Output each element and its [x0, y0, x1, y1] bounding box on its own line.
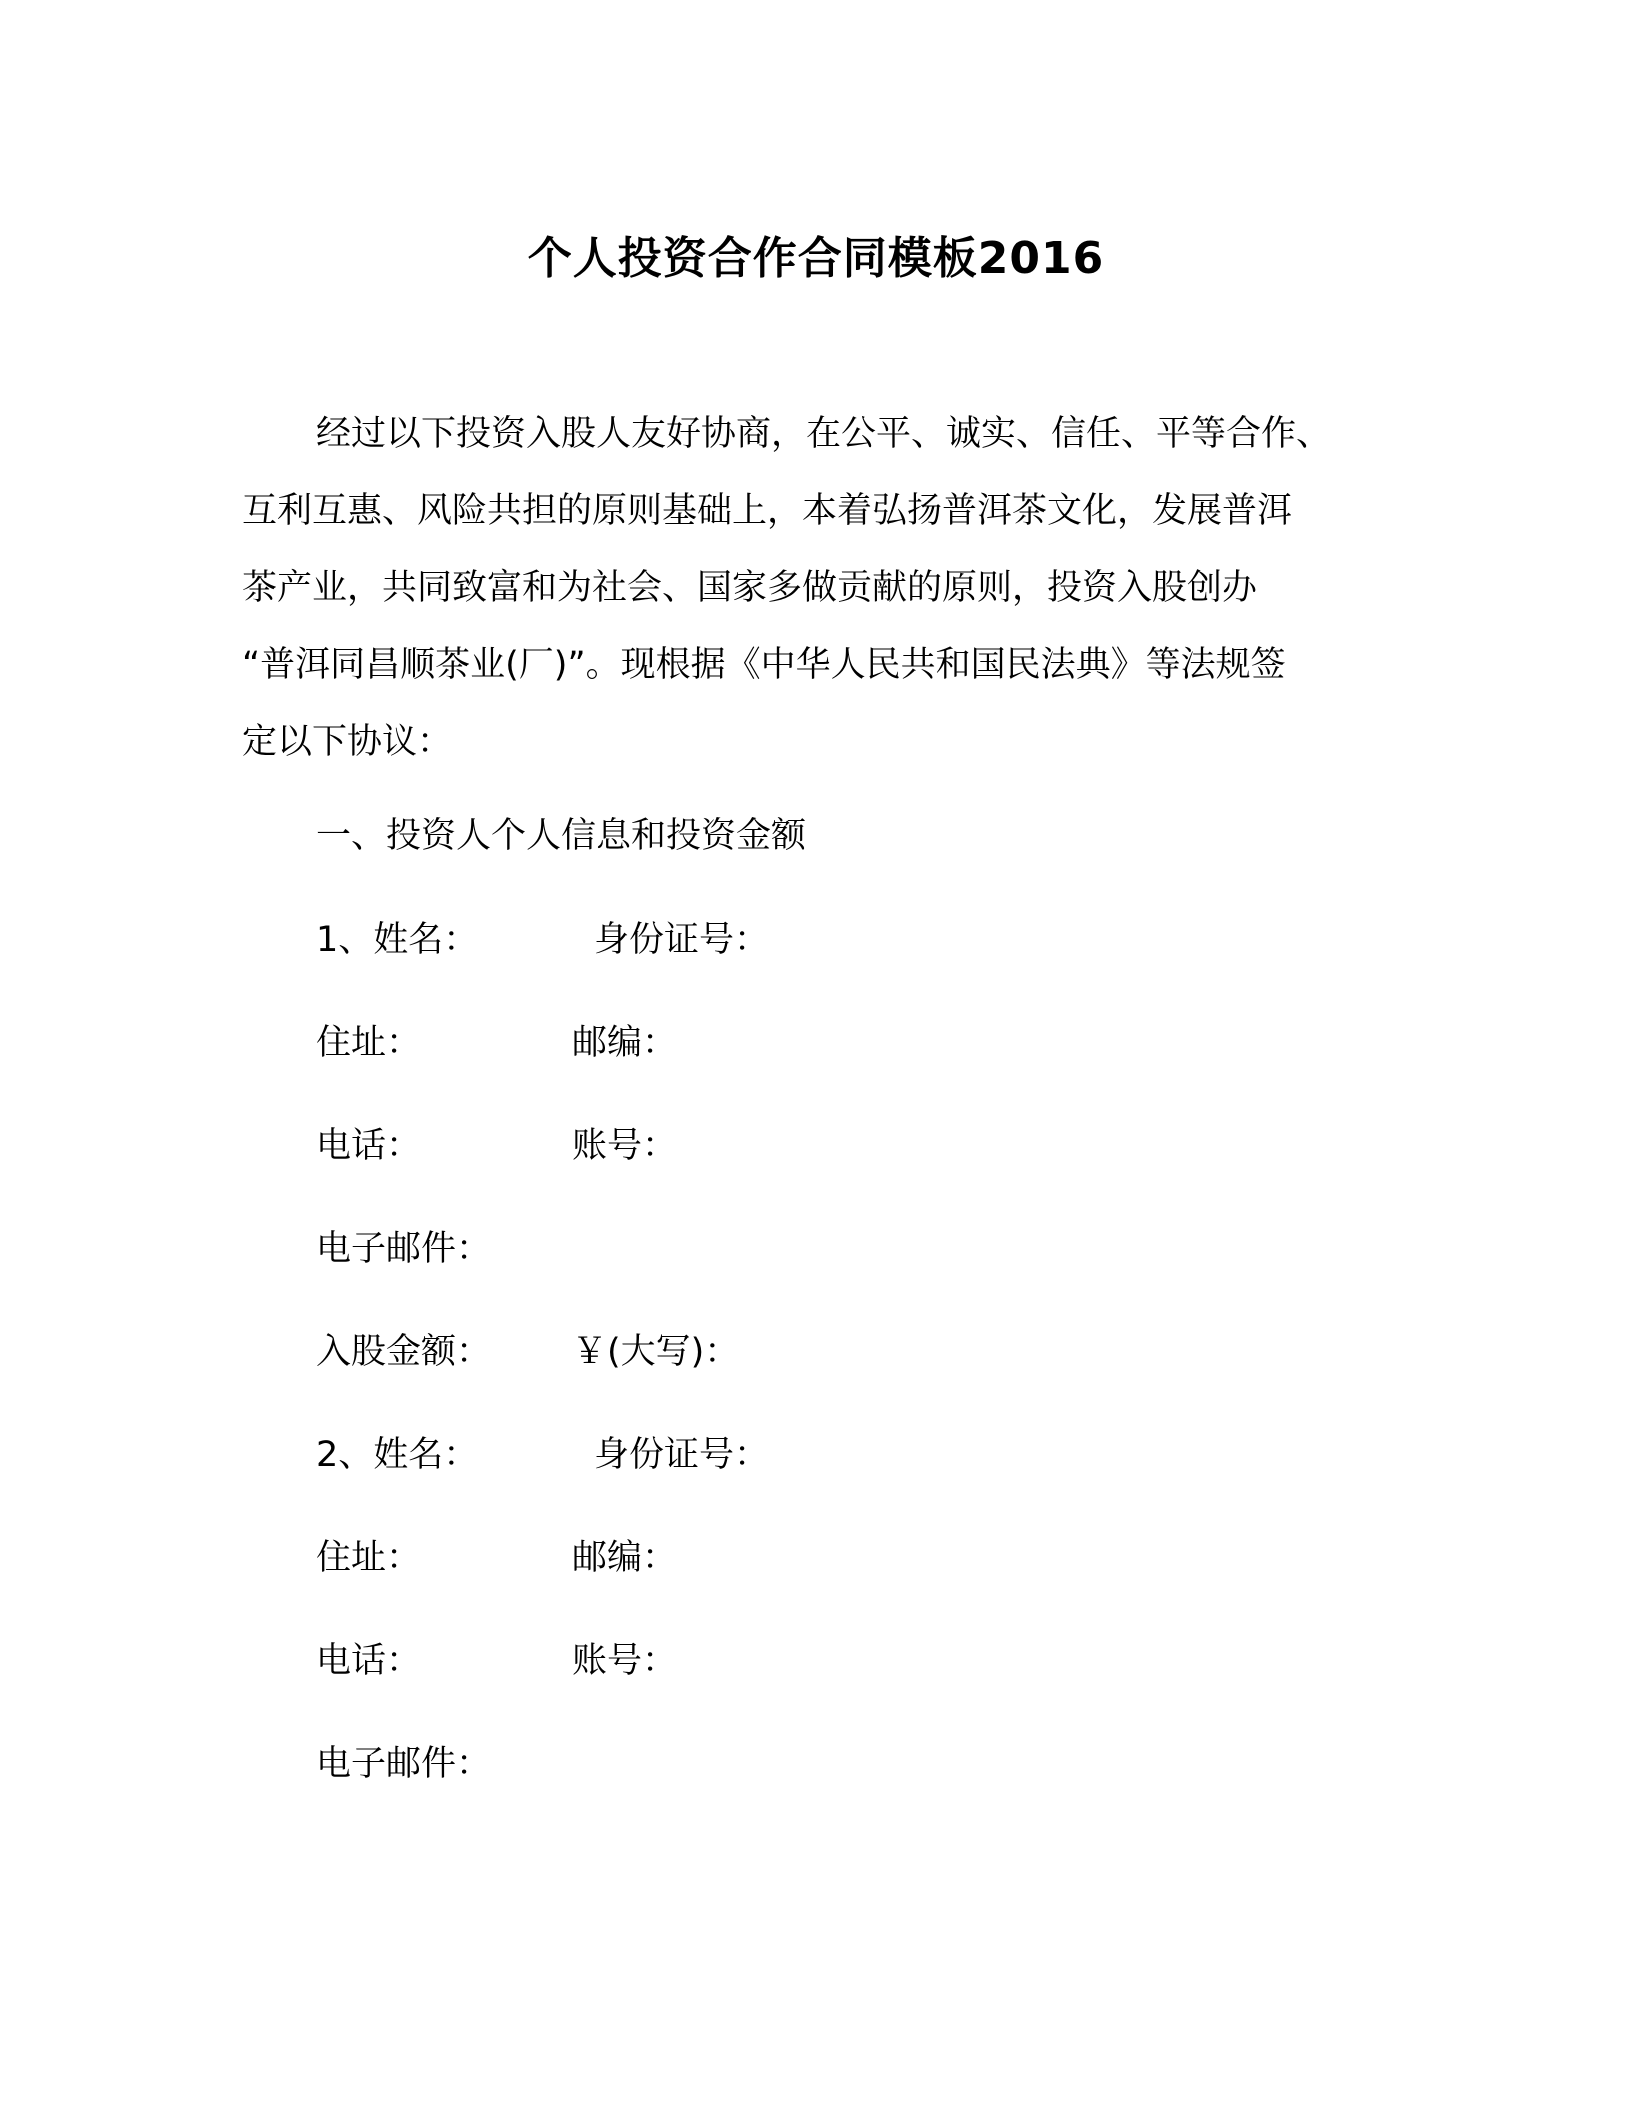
account-label: 账号：: [572, 1126, 678, 1166]
investor-2-name-row: [316, 1427, 770, 1477]
postcode-label: 邮编：: [572, 1538, 678, 1578]
investor-1-address-row: [316, 1015, 678, 1065]
investor-2-phone-row: [316, 1633, 678, 1683]
intro-line: 互利互惠、风险共担的原则基础上，本着弘扬普洱茶文化，发展普洱: [242, 491, 1293, 531]
postcode-label: 邮编：: [572, 1023, 678, 1063]
name-label: 2、姓名：: [316, 1435, 479, 1475]
address-label: 住址：: [316, 1538, 422, 1578]
investor-2-address-row: [316, 1530, 678, 1580]
email-label: 电子邮件：: [316, 1744, 492, 1784]
phone-label: 电话：: [316, 1641, 422, 1681]
amount-label: 入股金额：: [316, 1332, 492, 1372]
account-label: 账号：: [572, 1641, 678, 1681]
intro-line: “普洱同昌顺茶业(厂)”。现根据《中华人民共和国民法典》等法规签: [242, 645, 1286, 685]
intro-paragraph: [242, 396, 1382, 781]
investor-1-name-row: [316, 912, 770, 962]
intro-line: 经过以下投资入股人友好协商，在公平、诚实、信任、平等合作、: [316, 414, 1332, 454]
email-label: 电子邮件：: [316, 1229, 492, 1269]
investor-1-phone-row: [316, 1118, 678, 1168]
investor-1-email-row: [316, 1221, 491, 1271]
intro-line: 定以下协议：: [242, 722, 453, 762]
amount-capital-label: ￥(大写)：: [572, 1332, 740, 1372]
section-heading-investor-info: 一、投资人个人信息和投资金额: [316, 816, 807, 856]
id-number-label: 身份证号：: [594, 920, 770, 960]
investor-1-amount-row: [316, 1324, 740, 1374]
investor-2-email-row: [316, 1736, 491, 1786]
phone-label: 电话：: [316, 1126, 422, 1166]
intro-line: 茶产业，共同致富和为社会、国家多做贡献的原则，投资入股创办: [242, 568, 1258, 608]
id-number-label: 身份证号：: [594, 1435, 770, 1475]
address-label: 住址：: [316, 1023, 422, 1063]
document-title: 个人投资合作合同模板2016: [527, 233, 1105, 284]
name-label: 1、姓名：: [316, 920, 479, 960]
